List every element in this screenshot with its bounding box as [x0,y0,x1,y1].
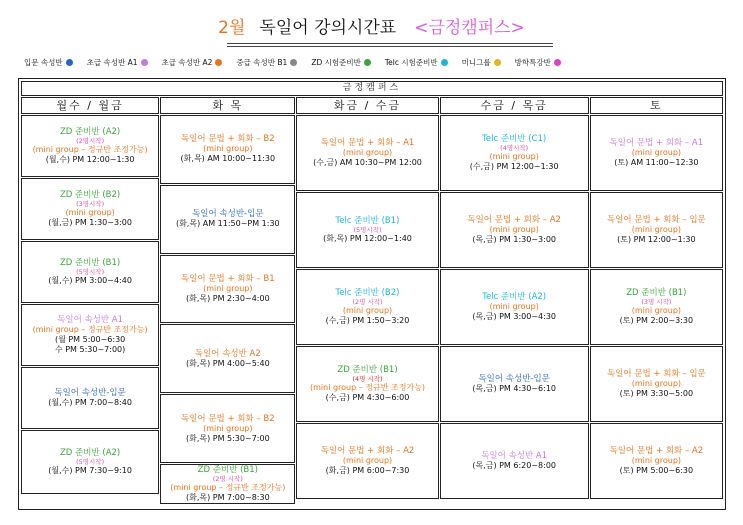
class-min-size: (4명시작) [500,144,529,152]
class-name: 독일어 문법 + 회화 – A1 [320,138,415,148]
title-underline [227,43,553,44]
legend-label: 입문 속성반 [24,58,63,67]
class-min-size: (3명시작) [76,200,105,208]
class-group-type: (mini group) [631,379,682,388]
header-tue-thu: 화 목 [160,97,295,114]
class-time: (목,금) PM 4:30~6:10 [472,384,557,393]
class-group-type: (mini group) [631,225,682,234]
class-cell [21,304,159,366]
legend-item [462,57,501,68]
legend-label: 초급 속성반 A2 [161,58,213,67]
class-time: (토) AM 11:00~12:30 [614,158,699,167]
legend-item [236,57,297,68]
legend-item [162,57,223,68]
class-time: (월,수) PM 7:30~9:10 [48,466,132,475]
class-name: ZD 준비반 (A2) [59,127,121,137]
class-name: 독일어 문법 + 회화 – 입문 [606,369,706,379]
class-name: 독일어 문법 + 회화 – 입문 [606,215,706,225]
legend [24,57,724,68]
class-time: (월,수) PM 3:00~4:40 [48,276,132,285]
class-cell [160,115,295,184]
legend-label: 중급 속성반 B1 [236,58,288,67]
class-min-size: (2명 시작) [212,474,243,483]
class-cell [296,192,438,268]
class-group-type: (mini group) [631,456,682,465]
legend-dot-icon [66,59,73,66]
campus-bar: 금정캠퍼스 [21,81,723,96]
class-group-type: (mini group) [203,144,253,154]
class-cell [590,115,723,191]
class-min-size: (3명 시작) [641,298,672,306]
class-name: 독일어 속성반 A1 [57,315,124,325]
legend-label: ZD 시험준비반 [311,58,361,67]
class-time: (화,목) PM 4:00~5:40 [185,358,270,368]
class-group-type: (mini group) [65,208,115,217]
legend-item [385,57,448,68]
class-cell [160,394,295,463]
class-group-type: (mini group) [631,306,682,315]
class-time: (수,금) PM 4:30~6:00 [325,393,410,402]
legend-label: 방학특강반 [514,58,551,67]
class-time: (월,수) PM 12:00~1:30 [45,155,135,164]
class-group-type: (mini group) [489,152,539,161]
class-cell [21,367,159,429]
class-name: Telc 준비반 (A2) [482,292,547,302]
class-group-type: (mini group – 정규반 조정가능) [309,383,426,392]
legend-item [515,57,561,68]
legend-item [311,57,371,68]
class-time: (수,금) PM 12:00~1:30 [469,162,559,171]
class-cell [440,115,589,191]
header-row [21,97,723,114]
class-name: Telc 준비반 (B1) [335,216,400,226]
legend-dot-icon [554,59,561,66]
class-group-type: (mini group) [342,148,393,157]
class-cell [21,430,159,494]
class-time: (토) PM 2:00~3:30 [619,316,694,325]
class-cell [160,255,295,324]
class-time: (목,금) PM 3:00~4:30 [472,312,557,321]
class-name: 독일어 문법 + 회화 – B1 [181,273,275,284]
class-time: (화,목) PM 5:30~7:00 [185,433,270,443]
class-cell [296,115,438,191]
class-name: 독일어 속성반-입문 [54,388,126,398]
class-name: Telc 준비반 (B2) [335,288,400,298]
class-cell [440,346,589,422]
class-min-size: (5명시작) [353,226,382,234]
legend-dot-icon [441,59,448,66]
class-group-type: (mini group – 정규반 조정가능) [170,482,286,492]
class-name: 독일어 문법 + 회화 – B2 [181,413,275,424]
class-name: 독일어 속성반 A2 [194,348,261,359]
legend-dot-icon [364,59,371,66]
class-name: ZD 준비반 (B1) [197,464,258,475]
class-time: (화,목) AM 11:50~PM 1:30 [175,219,280,229]
class-min-size: (2명시작) [76,137,105,145]
class-cell [160,324,295,393]
schedule-grid [21,115,723,504]
class-cell [21,115,159,177]
class-group-type: (mini group) [203,283,253,293]
class-time: (월,수) PM 7:00~8:40 [48,398,132,407]
class-time: (수,금) PM 1:50~3:20 [325,316,410,325]
class-name: ZD 준비반 (B1) [626,288,687,298]
class-name: 독일어 문법 + 회화 – A2 [320,446,415,456]
class-cell [21,178,159,240]
class-cell [160,464,295,504]
class-cell [296,269,438,345]
schedule-column [21,115,159,504]
class-cell [590,192,723,268]
class-time: (월 PM 5:00~6:30 수 PM 5:30~7:00) [54,335,126,354]
legend-label: 초급 속성반 A1 [86,58,138,67]
class-name: 독일어 속성반 A1 [481,451,548,461]
class-group-type: (mini group) [342,306,393,315]
class-min-size: (4명 시작) [352,375,383,383]
class-cell [440,423,589,499]
class-cell [296,423,438,499]
class-cell [590,346,723,422]
class-name: 독일어 문법 + 회화 – A1 [609,138,704,148]
header-tue-fri: 화금 / 수금 [296,97,438,114]
schedule-column [440,115,589,504]
legend-dot-icon [494,59,501,66]
class-time: (목,금) PM 6:20~8:00 [472,461,557,470]
legend-label: 미니그룹 [461,58,491,67]
class-time: (토) PM 5:00~6:30 [619,466,694,475]
legend-dot-icon [290,59,297,66]
class-name: ZD 준비반 (B1) [337,365,398,375]
class-cell [440,192,589,268]
class-cell [590,423,723,499]
title-campus: <금정캠퍼스> [414,18,525,38]
class-time: (토) PM 3:30~5:00 [619,389,694,398]
class-name: ZD 준비반 (B1) [59,258,121,268]
class-group-type: (mini group) [489,225,539,234]
class-cell [590,269,723,345]
class-time: (월,금) PM 1:30~3:00 [48,218,132,227]
legend-item [24,57,73,68]
class-group-type: (mini group) [342,456,393,465]
class-cell [21,241,159,303]
class-group-type: (mini group) [631,148,682,157]
schedule-column [296,115,438,504]
legend-dot-icon [215,59,222,66]
class-time: (화,목) AM 10:00~11:30 [180,154,276,164]
header-wed-fri: 수금 / 목금 [440,97,589,114]
header-sat: 토 [590,97,723,114]
timetable [18,78,726,510]
class-name: 독일어 문법 + 회화 – B2 [181,134,275,145]
class-time: (수,금) AM 10:30~PM 12:00 [313,158,422,167]
class-cell [160,185,295,254]
class-time: (화,목) PM 12:00~1:40 [323,234,412,243]
class-name: Telc 준비반 (C1) [482,134,547,144]
class-min-size: (5명시작) [76,458,105,466]
title-underline-2 [227,46,553,47]
schedule-column [160,115,295,504]
class-name: 독일어 속성반-입문 [478,374,550,384]
class-time: (화,목) PM 2:30~4:00 [185,293,270,303]
legend-label: Telc 시험준비반 [384,58,438,67]
title-main: 독일어 강의시간표 [259,18,397,38]
title-month: 2월 [218,18,246,38]
class-time: (토) PM 12:00~1:30 [617,235,696,244]
header-mon-wed: 월수 / 월금 [21,97,159,114]
class-name: 독일어 속성반-입문 [192,209,264,220]
class-cell [296,346,438,422]
class-name: ZD 준비반 (B2) [59,190,121,200]
schedule-column [590,115,723,504]
class-time: (화,금) PM 6:00~7:30 [325,466,410,475]
class-group-type: (mini group) [203,423,253,433]
class-group-type: (mini group – 정규반 조정가능) [32,325,148,334]
legend-dot-icon [141,59,148,66]
class-group-type: (mini group – 정규반 조정가능) [32,145,148,154]
class-min-size: (5명시작) [76,268,105,276]
page-title [0,18,743,38]
class-name: 독일어 문법 + 회화 – A2 [609,446,704,456]
class-name: 독일어 문법 + 회화 – A2 [467,215,561,225]
legend-item [87,57,148,68]
class-time: (목,금) PM 1:30~3:00 [472,235,557,244]
class-time: (화,목) PM 7:00~8:30 [185,492,270,502]
class-name: ZD 준비반 (A2) [59,448,121,458]
class-min-size: (2명 시작) [352,298,383,306]
class-cell [440,269,589,345]
class-group-type: (mini group) [489,302,539,311]
